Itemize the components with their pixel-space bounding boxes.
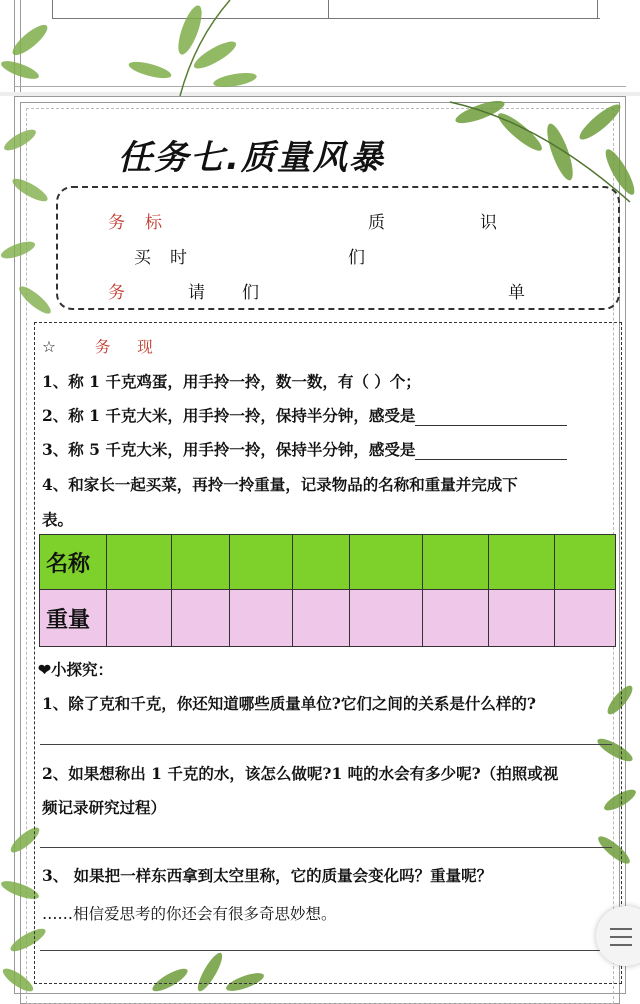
table-cell[interactable] [172, 535, 230, 590]
table-cell[interactable] [230, 535, 293, 590]
goal-text: 单 [508, 283, 525, 303]
table-cell[interactable] [423, 590, 489, 647]
row-label-name: 名称 [40, 535, 107, 590]
goal-text: 标 [145, 213, 162, 233]
explore-2: 2、如果想称出 1 千克的水，该怎么做呢?1 吨的水会有多少呢?（拍照或视 [42, 764, 559, 783]
explore-1: 1、除了克和千克，你还知道哪些质量单位?它们之间的关系是什么样的? [42, 694, 536, 713]
table-row [40, 590, 616, 647]
table-cell[interactable] [423, 535, 489, 590]
question-3: 3、称 5 千克大米，用手拎一拎，保持半分钟，感受是 [42, 438, 567, 460]
table-cell[interactable] [107, 590, 172, 647]
table-cell[interactable] [555, 590, 616, 647]
explore-title: ❤小探究： [38, 660, 113, 679]
table-row [40, 535, 616, 590]
question-1: 1、称 1 千克鸡蛋，用手拎一拎，数一数，有（ ）个； [42, 372, 421, 391]
goal-text: 们 [348, 248, 365, 268]
answer-line[interactable] [40, 950, 612, 951]
table-cell[interactable] [172, 590, 230, 647]
answer-blank[interactable] [415, 425, 567, 426]
goal-text: 识 [480, 213, 497, 233]
answer-blank[interactable] [415, 459, 567, 460]
table-cell[interactable] [555, 535, 616, 590]
star-icon: ☆ [42, 338, 56, 356]
page-title: 任务七.质量风暴 [118, 138, 385, 178]
question-2: 2、称 1 千克大米，用手拎一拎，保持半分钟，感受是 [42, 404, 567, 426]
answer-line[interactable] [40, 847, 612, 848]
explore-2-cont: 频记录研究过程） [42, 798, 167, 817]
goal-text: 请 [188, 283, 205, 303]
goal-text: 时 [170, 248, 187, 268]
explore-4: ……相信爱思考的你还会有很多奇思妙想。 [42, 905, 337, 923]
leaf-decoration-left [0, 110, 60, 330]
table-cell[interactable] [350, 535, 423, 590]
table-cell[interactable] [350, 590, 423, 647]
explore-3: 3、 如果把一样东西拿到太空里称，它的质量会变化吗？重量呢？ [42, 866, 493, 885]
answer-line[interactable] [40, 744, 612, 745]
goal-text: 们 [242, 283, 259, 303]
table-cell[interactable] [107, 535, 172, 590]
goal-text: 务 [108, 213, 125, 233]
question-4-cont: 表。 [42, 510, 74, 529]
goal-text: 质 [368, 213, 385, 233]
goal-text: 务 [108, 283, 125, 303]
table-cell[interactable] [230, 590, 293, 647]
leaf-decoration-top-left [0, 0, 260, 96]
record-table [39, 534, 616, 647]
table-cell[interactable] [293, 535, 350, 590]
row-label-weight: 重量 [40, 590, 107, 647]
table-cell[interactable] [293, 590, 350, 647]
task-header: ☆ 务 现 [42, 338, 153, 356]
question-4: 4、和家长一起买菜，再拎一拎重量，记录物品的名称和重量并完成下 [42, 475, 518, 494]
goal-text: 买 [134, 248, 151, 268]
table-cell[interactable] [489, 590, 555, 647]
table-cell[interactable] [489, 535, 555, 590]
